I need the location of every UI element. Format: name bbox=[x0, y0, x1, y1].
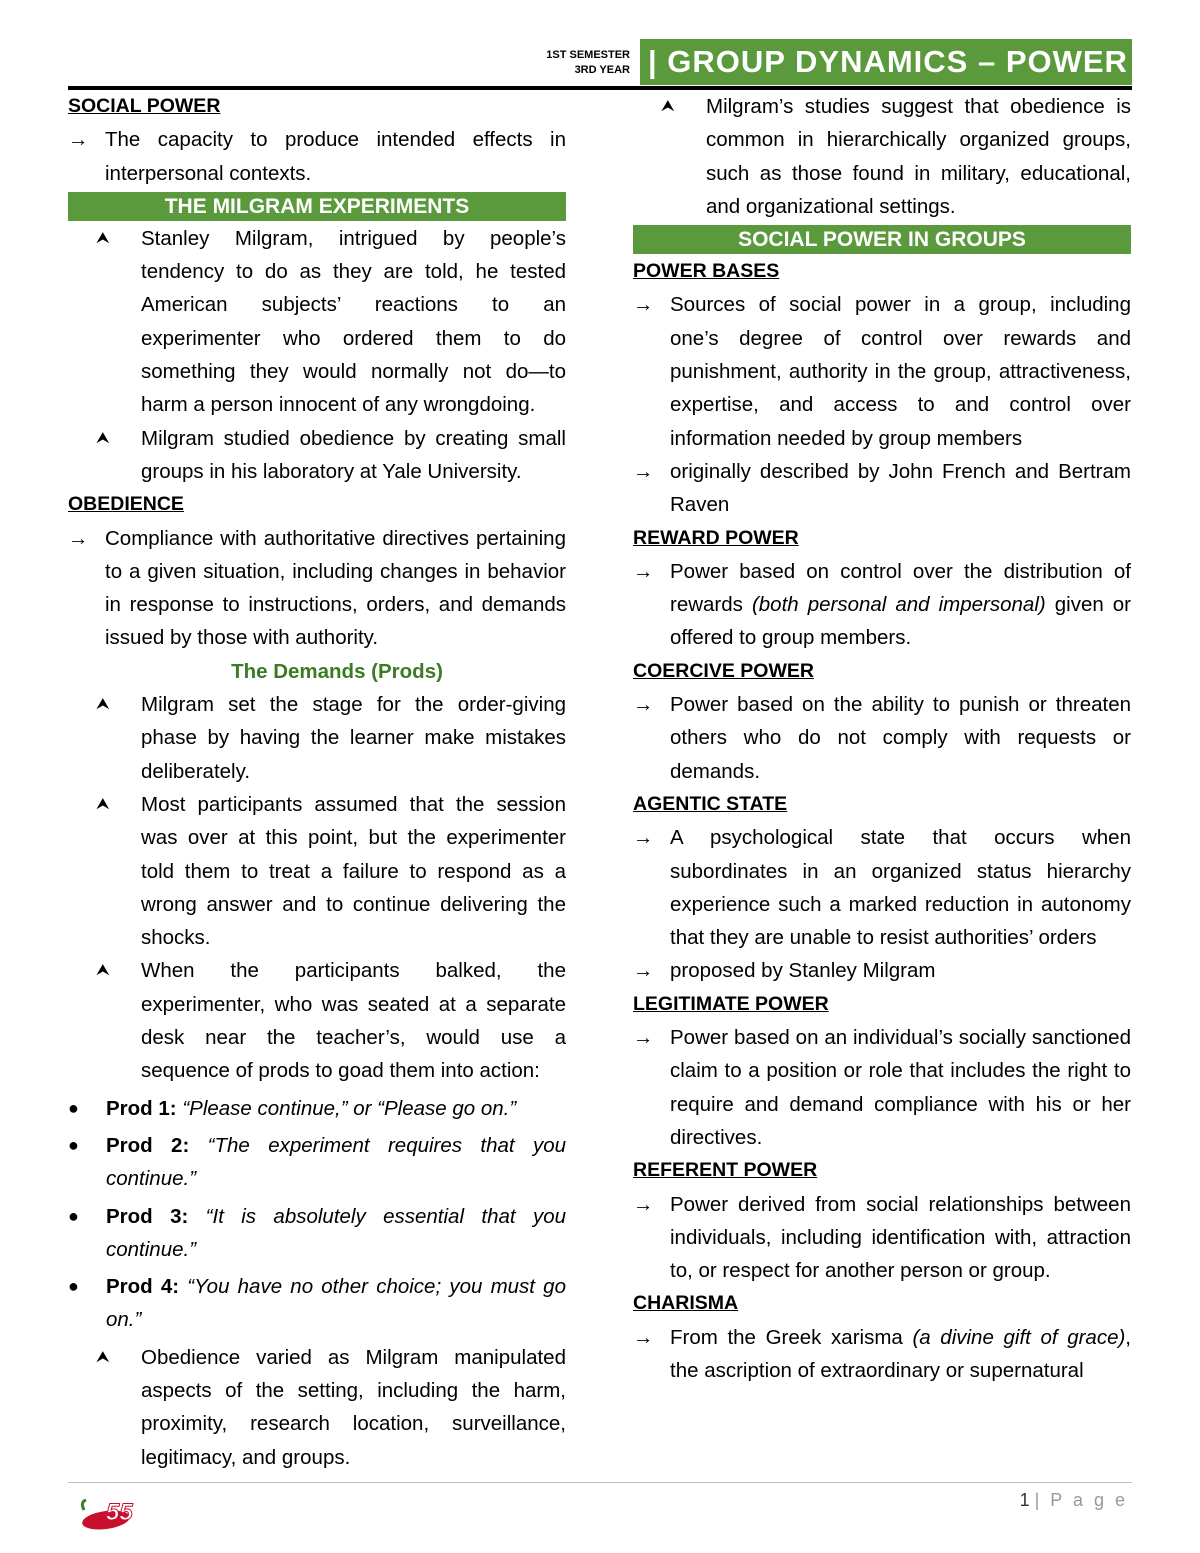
list-item bbox=[68, 522, 566, 655]
definition-text: A psychological state that occurs when subordinates in an organized status hierarchy experience such a marked reduction in autonomy that they are unable to resist authorities’ orders bbox=[670, 826, 1131, 950]
list-item bbox=[68, 422, 566, 489]
semester-label: 1ST SEMESTER bbox=[546, 49, 630, 61]
prod-text: “You have no other choice; you must go on.” bbox=[106, 1275, 566, 1332]
prod-text: “Please continue,” or “Please go on.” bbox=[182, 1096, 517, 1120]
point-text: Milgram’s studies suggest that obedience is common in hierarchically organized groups, such as those found in military, educational, and organizational settings. bbox=[706, 95, 1131, 218]
triangle-bullet-icon: ⮝ bbox=[96, 962, 110, 980]
prod-label: Prod 4: bbox=[106, 1275, 180, 1299]
logo-text: 55 bbox=[106, 1499, 133, 1526]
note-text: proposed by Stanley Milgram bbox=[670, 959, 936, 983]
point-text: Milgram set the stage for the order-giving phase by having the learner make mistakes deliberately. bbox=[141, 693, 566, 783]
arrow-icon: → bbox=[68, 526, 89, 550]
arrow-icon: → bbox=[633, 293, 654, 317]
point-text: Milgram studied obedience by creating small groups in his laboratory at Yale University. bbox=[141, 426, 566, 483]
arrow-icon: → bbox=[633, 1325, 654, 1349]
arrow-icon: → bbox=[633, 1026, 654, 1050]
arrow-icon: → bbox=[633, 693, 654, 717]
point-text: Obedience varied as Milgram manipulated aspects of the setting, including the harm, proximity, research location, surveillance, legitimacy, and groups. bbox=[141, 1345, 566, 1469]
heading-social-power: SOCIAL POWER bbox=[68, 95, 221, 117]
list-item bbox=[68, 1341, 566, 1474]
section-bar-milgram: THE MILGRAM EXPERIMENTS bbox=[68, 192, 566, 221]
subheading-demands: The Demands (Prods) bbox=[231, 659, 443, 683]
section-bar-social-power-in-groups: SOCIAL POWER IN GROUPS bbox=[633, 225, 1131, 254]
page-header bbox=[68, 36, 1132, 88]
list-item bbox=[633, 1188, 1131, 1288]
triangle-bullet-icon: ⮝ bbox=[661, 98, 675, 115]
heading-referent-power: REFERENT POWER bbox=[633, 1159, 818, 1182]
triangle-bullet-icon: ⮝ bbox=[96, 429, 110, 447]
list-item bbox=[633, 555, 1131, 655]
logo bbox=[76, 1490, 146, 1538]
arrow-icon: → bbox=[633, 959, 654, 983]
list-item bbox=[633, 821, 1131, 954]
list-item bbox=[633, 688, 1131, 788]
definition-text: Power based on the ability to punish or threaten others who do not comply with requests or demands. bbox=[670, 693, 1131, 783]
bullet-icon: ● bbox=[68, 1134, 79, 1155]
definition-text: Power based on an individual’s socially sanctioned claim to a position or role that includes the right to require and demand compliance with his or her directives. bbox=[670, 1026, 1131, 1149]
prod-item bbox=[68, 1270, 566, 1337]
prod-item bbox=[68, 1092, 566, 1125]
list-item bbox=[633, 1021, 1131, 1154]
triangle-bullet-icon: ⮝ bbox=[96, 795, 110, 813]
prod-text: “The experiment requires that you continue.” bbox=[106, 1133, 566, 1191]
definition-text: From the Greek xarisma bbox=[670, 1325, 913, 1349]
point-text: Stanley Milgram, intrigued by people’s tendency to do as they are told, he tested American subjects’ reactions to an experimenter who ordered them to do something they would normally not do—to harm a person innocent of any wrongdoing. bbox=[141, 226, 566, 417]
heading-legitimate-power: LEGITIMATE POWER bbox=[633, 992, 829, 1015]
triangle-bullet-icon: ⮝ bbox=[96, 229, 110, 247]
definition-italic: (a divine gift of grace) bbox=[912, 1325, 1126, 1349]
arrow-icon: → bbox=[633, 459, 654, 483]
triangle-bullet-icon: ⮝ bbox=[96, 696, 110, 714]
list-item bbox=[68, 222, 566, 422]
prod-label: Prod 2: bbox=[106, 1133, 190, 1157]
point-text: When the participants balked, the experimenter, who was seated at a separate desk near the teacher’s, would use a sequence of prods to goad them into action: bbox=[141, 959, 566, 1083]
definition-text: given or offered to group members. bbox=[670, 593, 1131, 650]
prod-text: “It is absolutely essential that you continue.” bbox=[106, 1204, 566, 1261]
list-item bbox=[633, 455, 1131, 522]
list-item bbox=[633, 288, 1131, 454]
arrow-icon: → bbox=[633, 826, 654, 850]
semester-info bbox=[546, 48, 630, 78]
definition-text: Power based on control over the distribution of rewards bbox=[670, 559, 1131, 617]
list-item bbox=[633, 954, 1131, 987]
arrow-icon: → bbox=[633, 559, 654, 583]
heading-obedience: OBEDIENCE bbox=[68, 493, 184, 516]
list-item bbox=[68, 123, 566, 190]
page-number-value: 1 bbox=[1019, 1490, 1030, 1510]
left-column bbox=[68, 90, 566, 1474]
heading-charisma: CHARISMA bbox=[633, 1292, 739, 1315]
bullet-icon: ● bbox=[68, 1205, 79, 1226]
triangle-bullet-icon: ⮝ bbox=[96, 1348, 110, 1366]
heading-reward-power: REWARD POWER bbox=[633, 526, 799, 549]
heading-coercive-power: COERCIVE POWER bbox=[633, 659, 814, 682]
heading-power-bases: POWER BASES bbox=[633, 260, 780, 283]
prod-label: Prod 1: bbox=[106, 1096, 177, 1120]
prod-item bbox=[68, 1129, 566, 1196]
point-text: Most participants assumed that the session was over at this point, but the experimenter told them to treat a failure to respond as a wrong answer and to continue delivering the shocks. bbox=[141, 792, 566, 950]
definition-text: The capacity to produce intended effects in interpersonal contexts. bbox=[105, 128, 566, 185]
bullet-icon: ● bbox=[68, 1097, 79, 1118]
page-word: | P a g e bbox=[1034, 1490, 1128, 1510]
list-item bbox=[633, 1321, 1131, 1388]
page-number bbox=[1020, 1490, 1128, 1511]
right-column bbox=[633, 90, 1131, 1387]
prod-item bbox=[68, 1200, 566, 1267]
bullet-icon: ● bbox=[68, 1276, 79, 1297]
year-label: 3RD YEAR bbox=[574, 64, 630, 76]
definition-italic: (both personal and impersonal) bbox=[751, 593, 1046, 617]
prod-label: Prod 3: bbox=[106, 1204, 189, 1228]
note-text: originally described by John French and Bertram Raven bbox=[670, 459, 1131, 517]
definition-text: Power derived from social relationships between individuals, including identification with, attraction to, or respect for another person or group. bbox=[670, 1192, 1131, 1283]
arrow-icon: → bbox=[68, 128, 89, 152]
list-item bbox=[68, 788, 566, 954]
definition-text: Sources of social power in a group, including one’s degree of control over rewards and punishment, authority in the group, attractiveness, expertise, and access to and control over information needed by group members bbox=[670, 293, 1131, 450]
list-item bbox=[68, 688, 566, 788]
definition-text: , the ascription of extraordinary or supernatural bbox=[670, 1325, 1131, 1382]
list-item bbox=[633, 90, 1131, 223]
footer-rule bbox=[68, 1482, 1132, 1483]
heading-agentic-state: AGENTIC STATE bbox=[633, 792, 788, 815]
definition-text: Compliance with authoritative directives pertaining to a given situation, including changes in behavior in response to instructions, orders, and demands issued by those with authority. bbox=[105, 526, 566, 650]
arrow-icon: → bbox=[633, 1192, 654, 1216]
document-title: | GROUP DYNAMICS – POWER bbox=[640, 39, 1132, 85]
list-item bbox=[68, 954, 566, 1087]
